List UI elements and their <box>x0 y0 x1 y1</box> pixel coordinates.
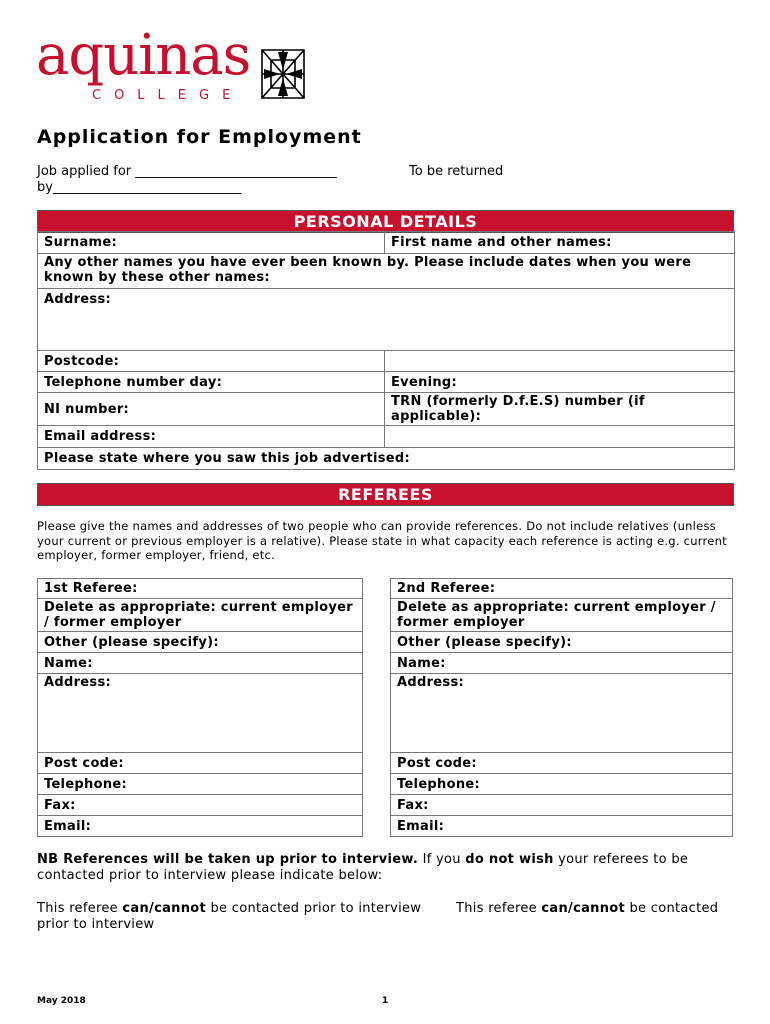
job-applied-line: Job applied for _______________________________ <box>37 164 337 179</box>
nb-text-2: your referees to be contacted prior to interview please indicate below: <box>37 852 689 883</box>
trn-field[interactable]: TRN (formerly D.f.E.S) number (if applicable): <box>385 393 735 426</box>
contact-tail-text: prior to interview <box>37 917 155 932</box>
nb-bold-2: do not wish <box>465 852 554 867</box>
other-names-field[interactable]: Any other names you have ever been known by. Please include dates when you were known by these other names: <box>38 254 735 289</box>
referee-1-contact-statement[interactable] <box>37 901 457 917</box>
page-title: Application for Employment <box>37 126 362 148</box>
contact-2-post: be contacted <box>625 901 719 916</box>
referee-2-name-field[interactable]: Name: <box>391 653 733 674</box>
logo-college-text: COLLEGE <box>92 88 244 103</box>
personal-details-heading: PERSONAL DETAILS <box>37 210 734 233</box>
job-advertised-field[interactable]: Please state where you saw this job advertised: <box>38 448 735 470</box>
referee-1-email-field[interactable]: Email: <box>38 816 363 837</box>
contact-2-option[interactable]: can/cannot <box>541 901 626 916</box>
referees-intro: Please give the names and addresses of two people who can provide references. Do not include relatives (unless your current or previous employer is a relative). Please state in what capacity each reference is acting e.g. current employer, former employer, friend, etc. <box>37 519 727 562</box>
referee-2-table <box>390 578 733 837</box>
nb-text-1: If you <box>418 852 466 867</box>
referees-heading: REFEREES <box>37 483 734 506</box>
personal-details-table <box>37 231 735 470</box>
referee-1-telephone-field[interactable]: Telephone: <box>38 774 363 795</box>
postcode-blank-cell <box>385 351 735 372</box>
referee-2-fax-field[interactable]: Fax: <box>391 795 733 816</box>
referee-2-title: 2nd Referee: <box>391 579 733 599</box>
email-blank-cell <box>385 426 735 448</box>
referee-1-name-field[interactable]: Name: <box>38 653 363 674</box>
evening-field[interactable]: Evening: <box>385 372 735 393</box>
email-field[interactable]: Email address: <box>38 426 385 448</box>
contact-2-pre: This referee <box>456 901 542 916</box>
contact-1-pre: This referee <box>37 901 123 916</box>
referee-1-delete-field[interactable]: Delete as appropriate: current employer / former employer <box>38 599 363 632</box>
referee-2-contact-statement[interactable] <box>456 901 746 917</box>
telephone-day-field[interactable]: Telephone number day: <box>38 372 385 393</box>
contact-1-post: be contacted prior to interview <box>206 901 422 916</box>
footer-date: May 2018 <box>37 996 86 1006</box>
college-crest-icon <box>258 46 308 102</box>
footer-page-number: 1 <box>382 996 389 1006</box>
referee-2-other-field[interactable]: Other (please specify): <box>391 632 733 653</box>
to-be-returned-text: To be returned <box>409 164 504 179</box>
contact-1-option[interactable]: can/cannot <box>122 901 207 916</box>
logo-wordmark: aquinas <box>36 23 251 88</box>
first-name-field[interactable]: First name and other names: <box>385 232 735 254</box>
surname-field[interactable]: Surname: <box>38 232 385 254</box>
nb-bold-1: NB References will be taken up prior to interview. <box>37 852 419 867</box>
referee-2-email-field[interactable]: Email: <box>391 816 733 837</box>
referee-1-title: 1st Referee: <box>38 579 363 599</box>
nb-references-paragraph <box>37 852 737 884</box>
referee-1-postcode-field[interactable]: Post code: <box>38 753 363 774</box>
referee-1-other-field[interactable]: Other (please specify): <box>38 632 363 653</box>
referee-1-table <box>37 578 363 837</box>
referee-2-delete-field[interactable]: Delete as appropriate: current employer / former employer <box>391 599 733 632</box>
referee-2-postcode-field[interactable]: Post code: <box>391 753 733 774</box>
referee-1-fax-field[interactable]: Fax: <box>38 795 363 816</box>
address-field[interactable]: Address: <box>38 289 735 351</box>
referee-1-address-field[interactable]: Address: <box>38 674 363 753</box>
referee-2-address-field[interactable]: Address: <box>391 674 733 753</box>
referee-2-telephone-field[interactable]: Telephone: <box>391 774 733 795</box>
postcode-field[interactable]: Postcode: <box>38 351 385 372</box>
returned-by-line: by_____________________________ <box>37 180 242 195</box>
ni-number-field[interactable]: NI number: <box>38 393 385 426</box>
